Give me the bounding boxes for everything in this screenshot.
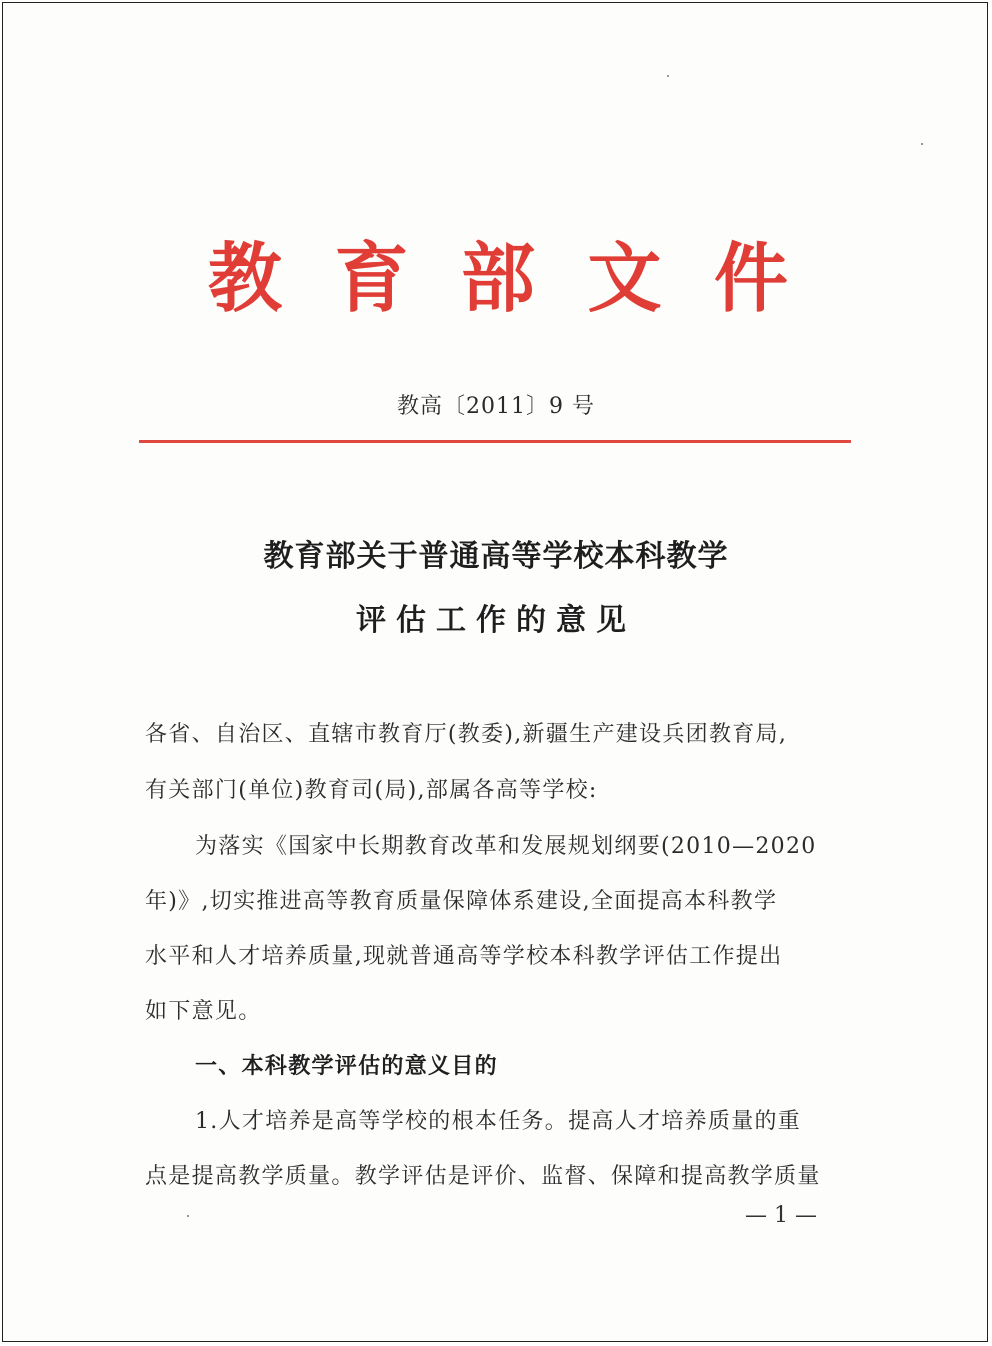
section-heading: 一、本科教学评估的意义目的 [195, 1053, 498, 1079]
scan-speck [921, 143, 923, 145]
header-char: 件 [714, 235, 788, 323]
document-number: 教高〔2011〕9 号 [397, 394, 595, 419]
paragraph-line: 1.人才培养是高等学校的根本任务。提高人才培养质量的重 [195, 1109, 802, 1134]
paragraph-line: 年)》,切实推进高等教育质量保障体系建设,全面提高本科教学 [145, 889, 778, 914]
header-char: 教 [208, 235, 282, 323]
scan-speck [187, 1215, 189, 1217]
document-title-line2: 评估工作的意见 [356, 603, 636, 638]
document-header-title [208, 230, 788, 328]
red-divider-line [139, 440, 851, 443]
header-char: 文 [587, 235, 662, 323]
scan-speck [667, 75, 669, 77]
paragraph-line: 如下意见。 [145, 999, 262, 1024]
paragraph-line: 点是提高教学质量。教学评估是评价、监督、保障和提高教学质量 [145, 1164, 821, 1189]
addressee-line: 各省、自治区、直辖市教育厅(教委),新疆生产建设兵团教育局, [145, 722, 788, 747]
document-title-line1: 教育部关于普通高等学校本科教学 [263, 539, 729, 574]
header-char: 部 [461, 235, 535, 323]
header-char: 育 [334, 235, 409, 323]
addressee-line: 有关部门(单位)教育司(局),部属各高等学校: [145, 778, 598, 803]
paragraph-line: 水平和人才培养质量,现就普通高等学校本科教学评估工作提出 [145, 944, 783, 969]
page-number: — 1 — [745, 1203, 817, 1228]
paragraph-line: 为落实《国家中长期教育改革和发展规划纲要(2010—2020 [195, 834, 817, 859]
document-page [2, 2, 988, 1342]
